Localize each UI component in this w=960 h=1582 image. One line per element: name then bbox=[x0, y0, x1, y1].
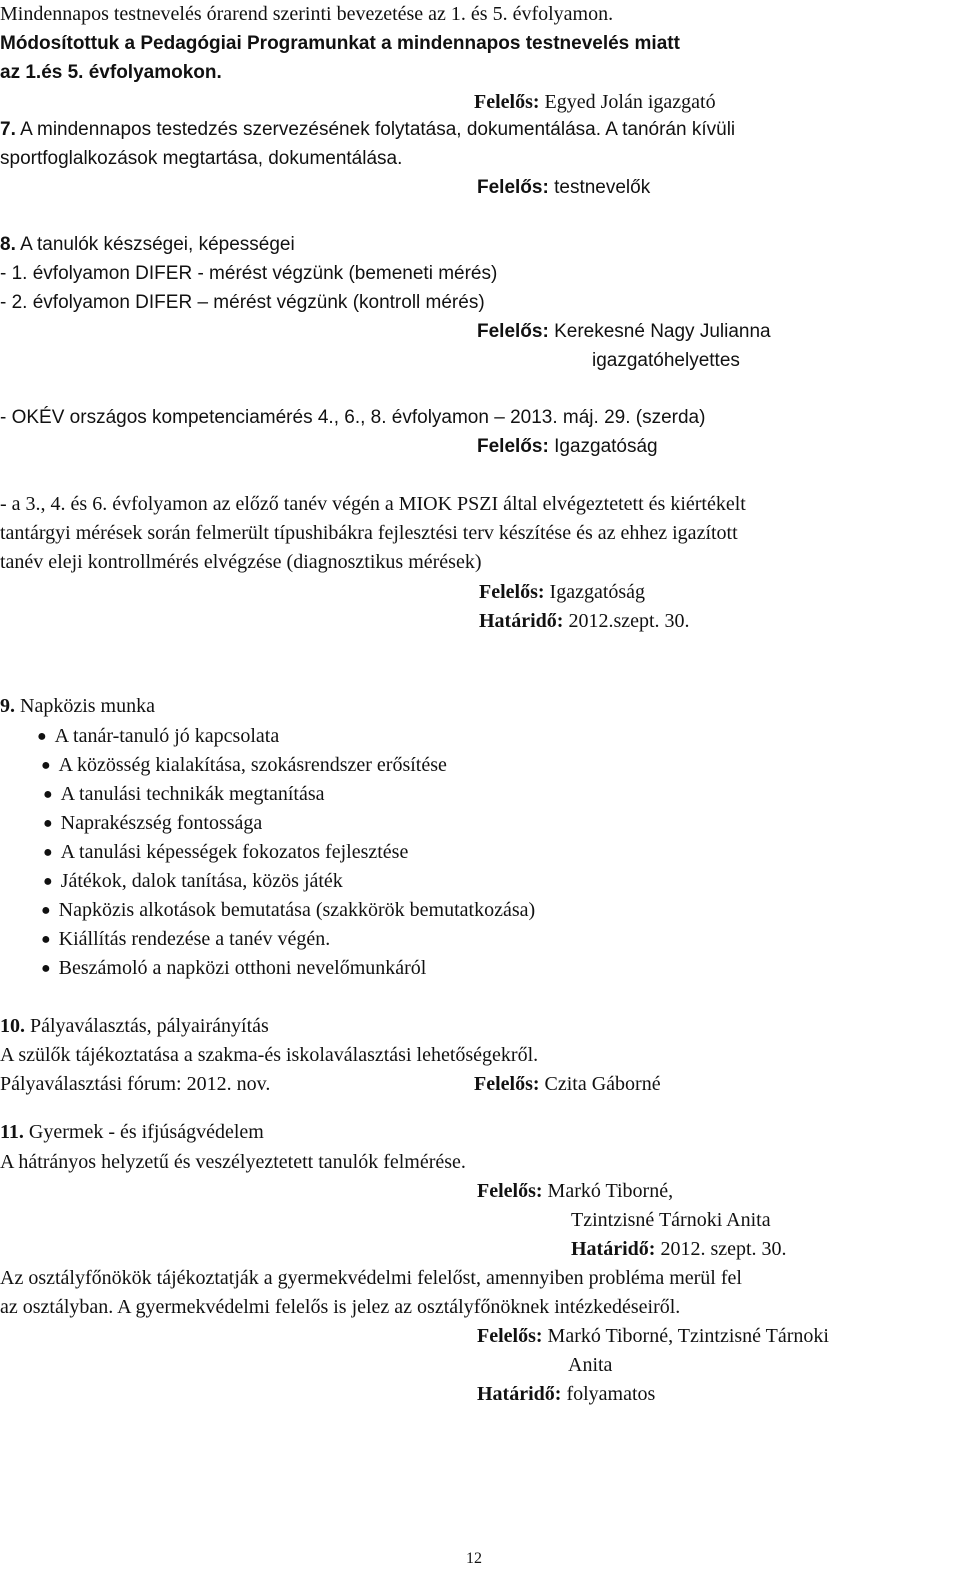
bullet-icon: ● bbox=[41, 931, 51, 948]
item10-heading bbox=[0, 1014, 269, 1038]
item11-line-1: A hátrányos helyzetű és veszélyeztetett tanulók felmérése. bbox=[0, 1151, 466, 1173]
item11-responsible-b-2: Anita bbox=[568, 1354, 613, 1376]
item11-heading bbox=[0, 1120, 264, 1144]
item11-line-3: az osztályban. A gyermekvédelmi felelős is jelez az osztályfőnöknek intézkedéseiről. bbox=[0, 1296, 681, 1318]
item9-heading bbox=[0, 694, 155, 718]
intro-line-2: Módosítottuk a Pedagógiai Programunkat a mindennapos testnevelés miatt bbox=[0, 33, 680, 54]
deadline-label: Határidő: bbox=[477, 1383, 562, 1405]
bullet-icon: ● bbox=[41, 960, 51, 977]
bullet-icon: ● bbox=[43, 815, 53, 832]
responsible-value: Markó Tiborné, Tzintzisné Tárnoki bbox=[547, 1325, 829, 1347]
item11-deadline-b bbox=[477, 1382, 655, 1406]
list-item: ● Naprakészség fontossága bbox=[43, 812, 263, 834]
item8-difer-responsible-role: igazgatóhelyettes bbox=[592, 350, 740, 371]
list-item: ● Napközis alkotások bemutatása (szakkörök bemutatkozása) bbox=[41, 899, 536, 921]
intro-responsible bbox=[474, 90, 716, 114]
item9-number: 9. bbox=[0, 695, 15, 717]
item8-difer-responsible bbox=[477, 320, 771, 344]
responsible-value: Egyed Jolán igazgató bbox=[544, 91, 716, 113]
item11-title: Gyermek - és ifjúságvédelem bbox=[28, 1121, 264, 1143]
deadline-value: 2012.szept. 30. bbox=[568, 610, 690, 632]
item8-heading bbox=[0, 233, 295, 257]
bullet-icon: ● bbox=[43, 873, 53, 890]
responsible-label: Felelős: bbox=[477, 1325, 543, 1347]
list-item: ● Kiállítás rendezése a tanév végén. bbox=[41, 928, 331, 950]
list-item: ● A tanulási képességek fokozatos fejlesztése bbox=[43, 841, 409, 863]
list-item: ● A közösség kialakítása, szokásrendszer erősítése bbox=[41, 754, 447, 776]
item10-line-2: Pályaválasztási fórum: 2012. nov. bbox=[0, 1073, 271, 1095]
item7-text: A mindennapos testedzés szervezésének folytatása, dokumentálása. A tanórán kívüli bbox=[20, 119, 736, 140]
deadline-label: Határidő: bbox=[479, 610, 564, 632]
responsible-value: Kerekesné Nagy Julianna bbox=[554, 321, 771, 342]
item8-difer-2: - 2. évfolyamon DIFER – mérést végzünk (kontroll mérés) bbox=[0, 292, 485, 313]
bullet-icon: ● bbox=[37, 728, 47, 745]
list-item: ● Játékok, dalok tanítása, közös játék bbox=[43, 870, 343, 892]
list-item: ● A tanulási technikák megtanítása bbox=[43, 783, 325, 805]
deadline-label: Határidő: bbox=[571, 1238, 656, 1260]
item10-title: Pályaválasztás, pályairányítás bbox=[30, 1015, 269, 1037]
item8-miok-1: - a 3., 4. és 6. évfolyamon az előző tanév végén a MIOK PSZI által elvégeztetett és kiértékelt bbox=[0, 493, 746, 515]
responsible-label: Felelős: bbox=[474, 91, 540, 113]
item10-responsible bbox=[474, 1072, 661, 1096]
item8-miok-2: tantárgyi mérések során felmerült típushibákra fejlesztési terv készítése és az ehhez igazított bbox=[0, 522, 738, 544]
item8-title: A tanulók készségei, képességei bbox=[20, 234, 295, 255]
responsible-label: Felelős: bbox=[474, 1073, 540, 1095]
item8-difer-1: - 1. évfolyamon DIFER - mérést végzünk (bemeneti mérés) bbox=[0, 263, 498, 284]
responsible-value: Czita Gáborné bbox=[544, 1073, 661, 1095]
item11-number: 11. bbox=[0, 1121, 24, 1143]
responsible-label: Felelős: bbox=[477, 321, 549, 342]
item11-deadline bbox=[571, 1237, 787, 1261]
item7-line-1 bbox=[0, 118, 735, 142]
item7-responsible bbox=[477, 176, 650, 200]
responsible-value: Markó Tiborné, bbox=[547, 1180, 674, 1202]
item11-responsible-2: Tzintzisné Tárnoki Anita bbox=[571, 1209, 771, 1231]
deadline-value: folyamatos bbox=[566, 1383, 656, 1405]
item7-number: 7. bbox=[0, 119, 16, 140]
item8-miok-responsible bbox=[479, 580, 645, 604]
item8-miok-3: tanév eleji kontrollmérés elvégzése (diagnosztikus mérések) bbox=[0, 551, 482, 573]
responsible-label: Felelős: bbox=[477, 436, 549, 457]
intro-line-1: Mindennapos testnevelés órarend szerinti bevezetése az 1. és 5. évfolyamon. bbox=[0, 3, 614, 25]
list-item: ● Beszámoló a napközi otthoni nevelőmunkáról bbox=[41, 957, 427, 979]
item8-miok-deadline bbox=[479, 609, 690, 633]
bullet-icon: ● bbox=[43, 786, 53, 803]
item7-line-2: sportfoglalkozások megtartása, dokumentálása. bbox=[0, 148, 403, 169]
responsible-value: testnevelők bbox=[554, 177, 651, 198]
responsible-value: Igazgatóság bbox=[554, 436, 658, 457]
intro-line-3: az 1.és 5. évfolyamokon. bbox=[0, 62, 222, 83]
responsible-label: Felelős: bbox=[479, 581, 545, 603]
list-item: ● A tanár-tanuló jó kapcsolata bbox=[37, 725, 280, 747]
responsible-label: Felelős: bbox=[477, 177, 549, 198]
page-number: 12 bbox=[466, 1550, 482, 1567]
item8-okev-responsible bbox=[477, 435, 658, 459]
bullet-icon: ● bbox=[43, 844, 53, 861]
item11-line-2: Az osztályfőnökök tájékoztatják a gyermekvédelmi felelőst, amennyiben probléma merül fel bbox=[0, 1267, 742, 1289]
item8-okev: - OKÉV országos kompetenciamérés 4., 6., 8. évfolyamon – 2013. máj. 29. (szerda) bbox=[0, 407, 706, 428]
responsible-value: Igazgatóság bbox=[549, 581, 646, 603]
item10-line-1: A szülők tájékoztatása a szakma-és iskolaválasztási lehetőségekről. bbox=[0, 1044, 539, 1066]
item10-number: 10. bbox=[0, 1015, 25, 1037]
responsible-label: Felelős: bbox=[477, 1180, 543, 1202]
bullet-icon: ● bbox=[41, 757, 51, 774]
item8-number: 8. bbox=[0, 234, 16, 255]
item9-title: Napközis munka bbox=[20, 695, 155, 717]
item11-responsible-b bbox=[477, 1324, 829, 1348]
item11-responsible bbox=[477, 1179, 673, 1203]
bullet-icon: ● bbox=[41, 902, 51, 919]
deadline-value: 2012. szept. 30. bbox=[660, 1238, 787, 1260]
